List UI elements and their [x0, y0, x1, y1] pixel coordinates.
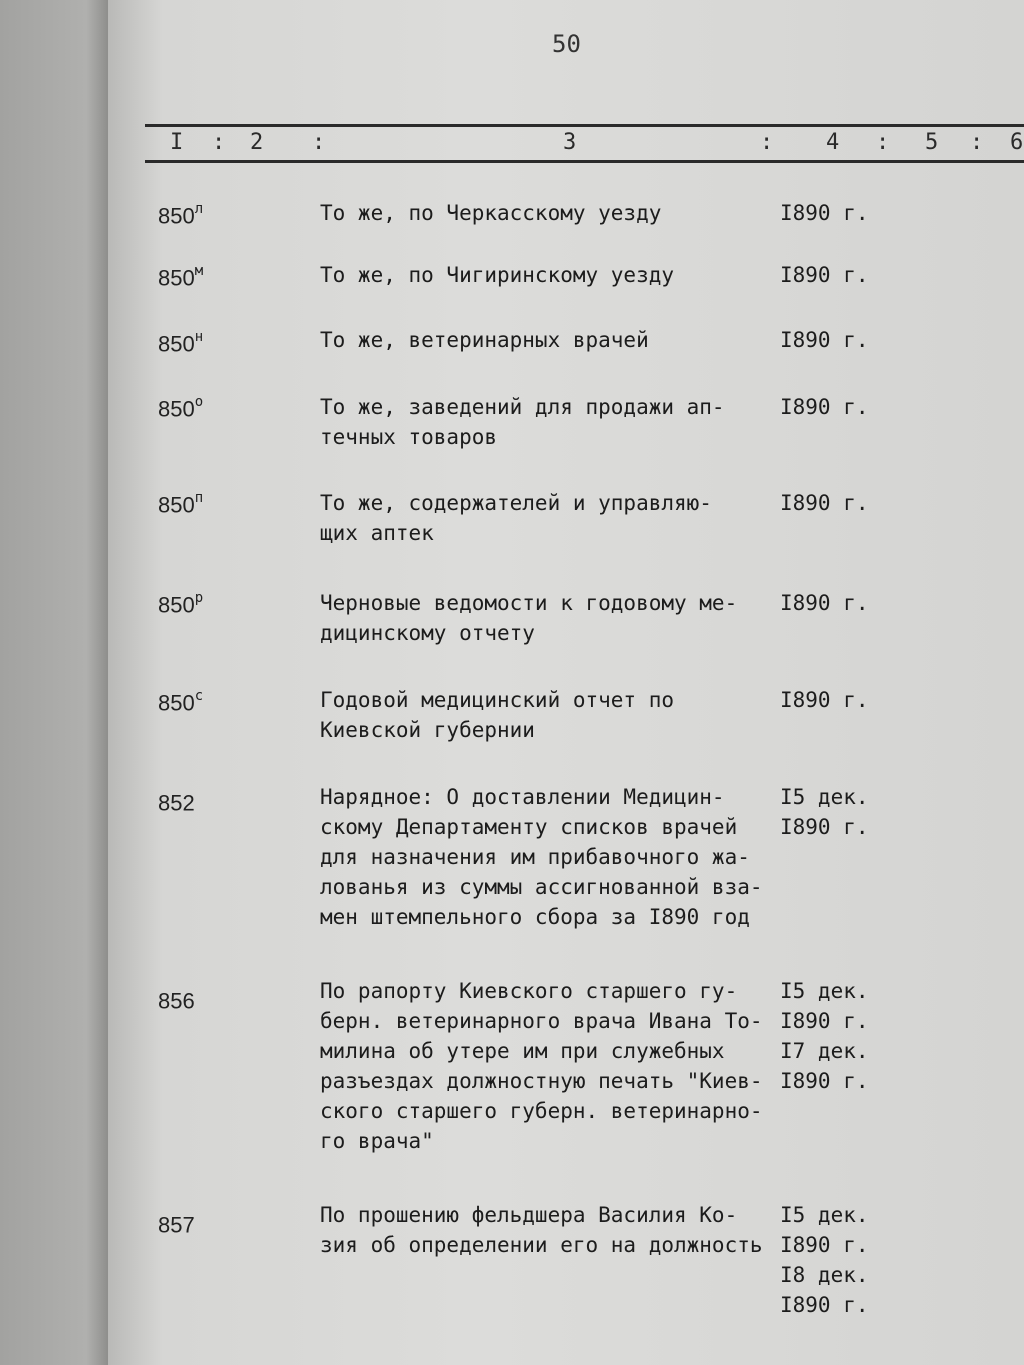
column-header-4: 4 [826, 130, 840, 155]
row-description: Нарядное: О доставлении Медицин- скому Департаменту списков врачей для назначения им прибавочного жа- лованья из суммы ассигнованной вза- мен штемпельного сбора за I890 год [320, 785, 763, 929]
row-number: 852 [158, 790, 195, 816]
row-dates: I5 дек. I890 г. I8 дек. I890 г. [780, 1203, 869, 1317]
row-number: $850^с$ [158, 688, 204, 716]
row-description: То же, по Чигиринскому уезду [320, 263, 675, 287]
column-header-5: 5 [925, 130, 939, 155]
row-number: $850^о$ [158, 394, 204, 422]
column-header-6: 6 [1010, 130, 1024, 155]
row-number: $850^п$ [158, 490, 204, 518]
row-description: Черновые ведомости к годовому ме- дицинскому отчету [320, 591, 738, 645]
column-header-1: I [170, 130, 184, 155]
row-description: По рапорту Киевского старшего гу- берн. ветеринарного врача Ивана То- милина об утере им при служебных разъездах должностную печать "Киев- ского старшего губерн. ветеринарно- го врача" [320, 979, 763, 1153]
row-dates: I890 г. [780, 688, 869, 712]
row-number: 857 [158, 1212, 195, 1238]
header-bottom-rule [145, 160, 1024, 163]
row-dates: I890 г. [780, 263, 869, 287]
row-dates: I890 г. [780, 491, 869, 515]
row-number: $850^л$ [158, 201, 204, 229]
row-dates: I5 дек. I890 г. I7 дек. I890 г. [780, 979, 869, 1093]
row-description: По прошению фельдшера Василия Ко- зия об определении его на должность [320, 1203, 763, 1257]
row-description: То же, ветеринарных врачей [320, 328, 649, 352]
row-dates: I890 г. [780, 395, 869, 419]
row-description: То же, по Черкасскому уезду [320, 201, 662, 225]
row-number: $850^н$ [158, 329, 204, 357]
row-dates: I5 дек. I890 г. [780, 785, 869, 839]
row-description: Годовой медицинский отчет по Киевской губернии [320, 688, 675, 742]
header-top-rule [145, 124, 1024, 127]
column-header-2: 2 [250, 130, 264, 155]
row-dates: I890 г. [780, 201, 869, 225]
row-dates: I890 г. [780, 328, 869, 352]
row-number: $850^м$ [158, 263, 204, 291]
facing-page [0, 0, 108, 1365]
row-description: То же, содержателей и управляю- щих аптек [320, 491, 712, 545]
row-number: $850^р$ [158, 590, 204, 618]
row-dates: I890 г. [780, 591, 869, 615]
column-header-3: 3 [563, 130, 577, 155]
row-description: То же, заведений для продажи ап- течных товаров [320, 395, 725, 449]
row-number: 856 [158, 988, 195, 1014]
page-number: 50 [552, 30, 581, 58]
